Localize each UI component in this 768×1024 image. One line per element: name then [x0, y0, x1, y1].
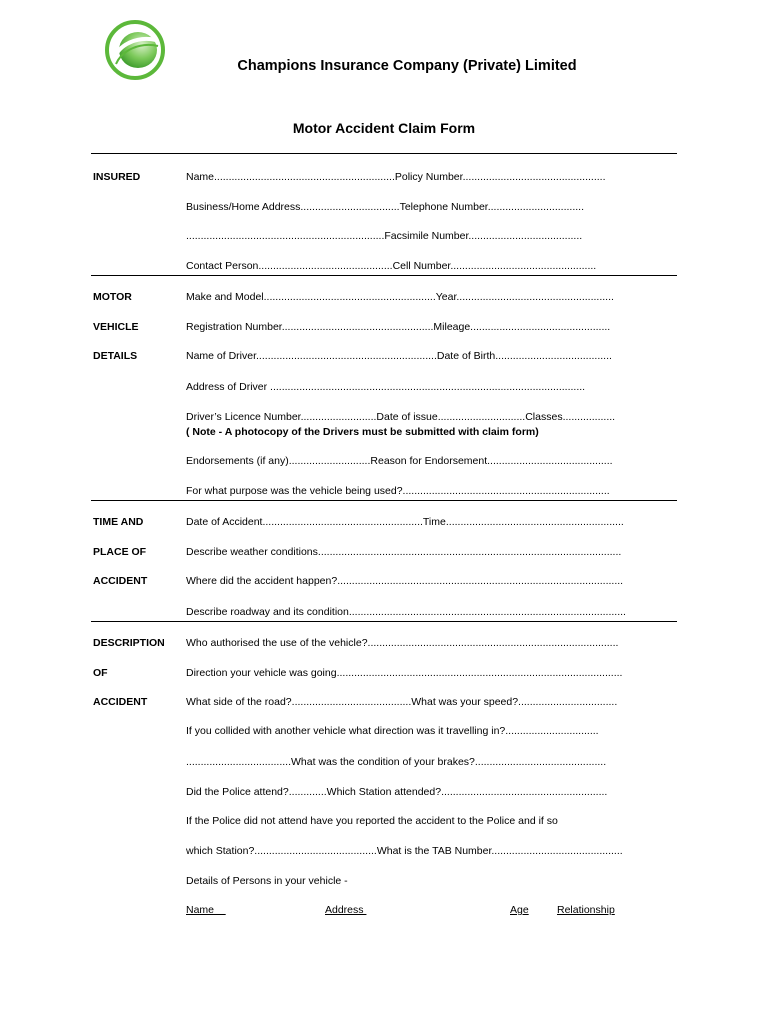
- divider: [91, 153, 677, 154]
- section-label-description: DESCRIPTION: [93, 637, 165, 649]
- section-label-details: DETAILS: [93, 350, 138, 362]
- field-location: Where did the accident happen?..................................................................................................: [186, 575, 624, 587]
- field-endorsements: Endorsements (if any)............................Reason for Endorsement...........................................: [186, 455, 613, 467]
- field-brakes: ....................................What was the condition of your brakes?.............................................: [186, 756, 607, 768]
- field-station-tab: which Station?..........................................What is the TAB Number.............................................: [186, 845, 623, 857]
- field-date-time: Date of Accident.......................................................Time.............................................................: [186, 516, 624, 528]
- section-label-accident-desc: ACCIDENT: [93, 696, 148, 708]
- section-label-vehicle: VEHICLE: [93, 321, 139, 333]
- field-facsimile: ....................................................................Facsimile Number.......................................: [186, 230, 583, 242]
- field-vehicle-purpose: For what purpose was the vehicle being used?.......................................................................: [186, 485, 610, 497]
- section-label-time-and: TIME AND: [93, 516, 144, 528]
- section-label-place-of: PLACE OF: [93, 546, 147, 558]
- field-collision-direction: If you collided with another vehicle what direction was it travelling in?................................: [186, 725, 599, 737]
- field-roadway: Describe roadway and its condition...............................................................................................: [186, 606, 626, 618]
- form-title: Motor Accident Claim Form: [292, 120, 476, 136]
- field-persons-heading: Details of Persons in your vehicle -: [186, 875, 348, 887]
- table-header-address: Address: [325, 904, 367, 916]
- field-address-telephone: Business/Home Address..................................Telephone Number.................................: [186, 201, 584, 213]
- field-name-policy: Name..............................................................Policy Number.................................................: [186, 171, 606, 183]
- section-label-accident: ACCIDENT: [93, 575, 148, 587]
- divider: [91, 621, 677, 622]
- field-weather: Describe weather conditions........................................................................................................: [186, 546, 622, 558]
- divider: [91, 500, 677, 501]
- field-contact-cell: Contact Person..............................................Cell Number..................................................: [186, 260, 597, 272]
- field-registration-mileage: Registration Number....................................................Mileage................................................: [186, 321, 611, 333]
- field-driver-dob: Name of Driver..............................................................Date of Birth........................................: [186, 350, 612, 362]
- section-label-motor: MOTOR: [93, 291, 132, 303]
- field-direction: Direction your vehicle was going..................................................................................................: [186, 667, 623, 679]
- table-header-relationship: Relationship: [557, 904, 615, 916]
- field-police-report: If the Police did not attend have you reported the accident to the Police and if so: [186, 815, 558, 827]
- section-label-insured: INSURED: [93, 171, 141, 183]
- section-label-of: OF: [93, 667, 108, 679]
- company-name: Champions Insurance Company (Private) Limited: [237, 58, 577, 74]
- field-authorised: Who authorised the use of the vehicle?......................................................................................: [186, 637, 619, 649]
- divider: [91, 275, 677, 276]
- field-driver-address: Address of Driver ............................................................................................................: [186, 381, 586, 393]
- table-header-name: Name: [186, 904, 226, 916]
- licence-note: ( Note - A photocopy of the Drivers must be submitted with claim form): [186, 426, 539, 438]
- field-side-speed: What side of the road?.........................................What was your speed?..................................: [186, 696, 618, 708]
- field-make-year: Make and Model...........................................................Year......................................................: [186, 291, 614, 303]
- field-police: Did the Police attend?.............Which Station attended?.........................................................: [186, 786, 608, 798]
- table-header-age: Age: [510, 904, 529, 916]
- field-licence: Driver’s Licence Number..........................Date of issue..............................Classes..................: [186, 411, 616, 423]
